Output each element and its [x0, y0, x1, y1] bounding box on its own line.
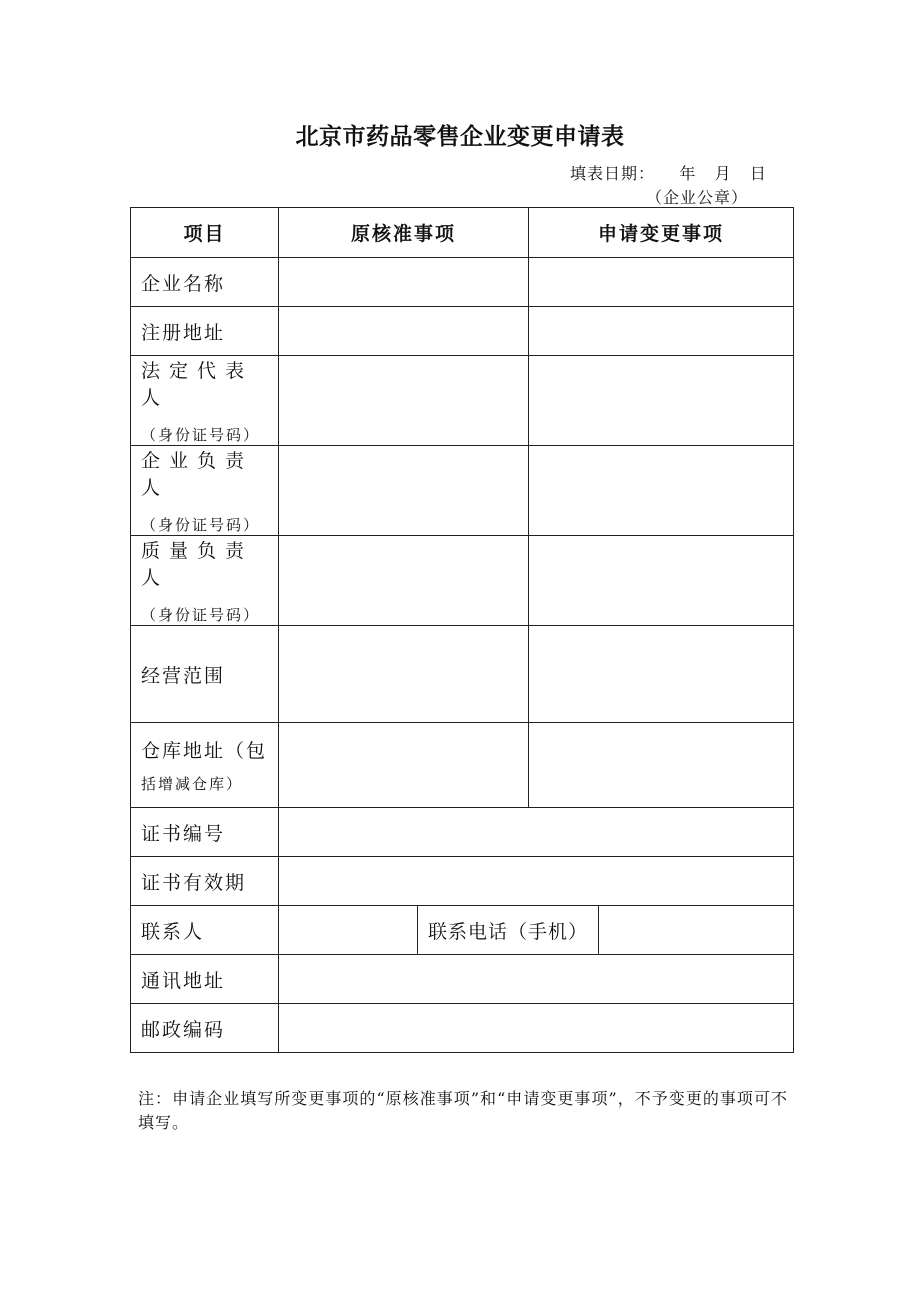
header-original: 原核准事项 — [279, 208, 529, 258]
label-contact-person: 联系人 — [131, 906, 279, 955]
manager-text: 企业负责人 — [141, 450, 254, 499]
original-quality-cell[interactable] — [279, 536, 529, 626]
change-scope-cell[interactable] — [529, 626, 794, 723]
table-row — [131, 258, 794, 307]
label-registered-address: 注册地址 — [131, 307, 279, 356]
change-company-name-cell[interactable] — [529, 258, 794, 307]
manager-id-text: （身份证号码） — [141, 516, 261, 534]
label-certificate-validity: 证书有效期 — [131, 857, 279, 906]
original-manager-cell[interactable] — [279, 446, 529, 536]
certificate-number-cell[interactable] — [279, 808, 794, 857]
table-row — [131, 1004, 794, 1053]
label-company-manager — [131, 446, 279, 536]
contact-person-cell[interactable] — [279, 906, 418, 955]
label-certificate-number: 证书编号 — [131, 808, 279, 857]
label-legal-representative — [131, 356, 279, 446]
header-change: 申请变更事项 — [529, 208, 794, 258]
label-warehouse-address — [131, 723, 279, 808]
form-title: 北京市药品零售企业变更申请表 — [295, 124, 625, 150]
label-business-scope: 经营范围 — [131, 626, 279, 723]
warehouse-text-line2: 括增减仓库） — [141, 775, 244, 793]
table-row — [131, 626, 794, 723]
original-warehouse-cell[interactable] — [279, 723, 529, 808]
table-row — [131, 857, 794, 906]
table-header-row — [131, 208, 794, 258]
table-row — [131, 723, 794, 808]
table-row — [131, 446, 794, 536]
label-company-name: 企业名称 — [131, 258, 279, 307]
quality-id-text: （身份证号码） — [141, 606, 261, 624]
label-mailing-address: 通讯地址 — [131, 955, 279, 1004]
legal-rep-text: 法定代表人 — [141, 360, 254, 409]
original-legal-rep-cell[interactable] — [279, 356, 529, 446]
application-form-table — [130, 207, 794, 1053]
label-postcode: 邮政编码 — [131, 1004, 279, 1053]
original-address-cell[interactable] — [279, 307, 529, 356]
change-address-cell[interactable] — [529, 307, 794, 356]
change-manager-cell[interactable] — [529, 446, 794, 536]
label-quality-manager — [131, 536, 279, 626]
quality-text: 质量负责人 — [141, 540, 254, 589]
original-company-name-cell[interactable] — [279, 258, 529, 307]
change-legal-rep-cell[interactable] — [529, 356, 794, 446]
table-row — [131, 536, 794, 626]
table-row — [131, 906, 794, 955]
legal-rep-id-text: （身份证号码） — [141, 426, 261, 444]
original-scope-cell[interactable] — [279, 626, 529, 723]
certificate-validity-cell[interactable] — [279, 857, 794, 906]
change-quality-cell[interactable] — [529, 536, 794, 626]
change-warehouse-cell[interactable] — [529, 723, 794, 808]
table-row — [131, 307, 794, 356]
header-item: 项目 — [131, 208, 279, 258]
warehouse-text-line1: 仓库地址（包 — [141, 740, 268, 762]
label-contact-phone: 联系电话（手机） — [418, 906, 599, 955]
company-seal-label: （企业公章） — [646, 188, 749, 207]
table-row — [131, 808, 794, 857]
footnote: 注：申请企业填写所变更事项的“原核准事项”和“申请变更事项”，不予变更的事项可不填写。 — [138, 1089, 788, 1132]
mailing-address-cell[interactable] — [279, 955, 794, 1004]
table-row — [131, 356, 794, 446]
table-row — [131, 955, 794, 1004]
postcode-cell[interactable] — [279, 1004, 794, 1053]
contact-phone-cell[interactable] — [599, 906, 794, 955]
fill-date-label: 填表日期： 年 月 日 — [570, 164, 767, 183]
